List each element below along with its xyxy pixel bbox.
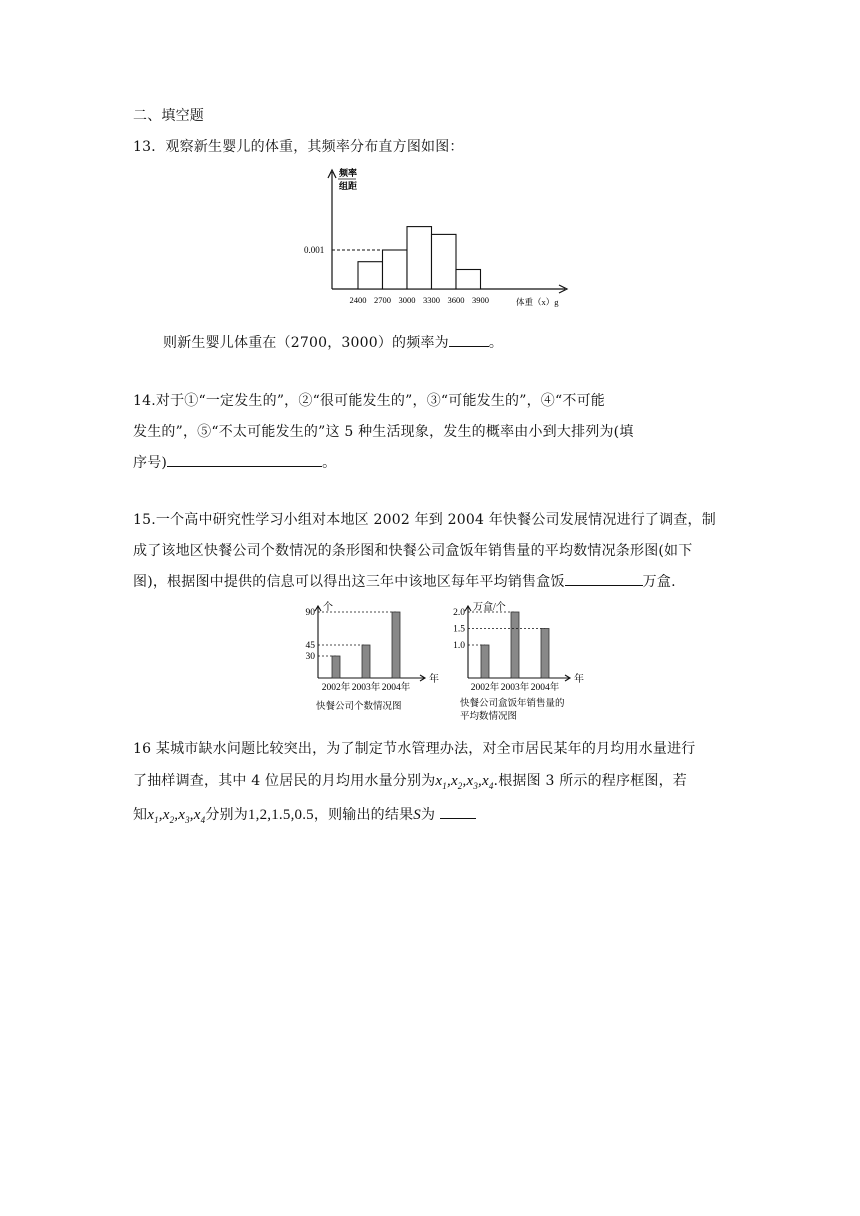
histogram-bar — [432, 234, 457, 289]
section-heading: 二、填空题 — [133, 108, 204, 124]
y-tick-label: 2.0 — [453, 608, 465, 618]
histogram-chart — [290, 160, 580, 320]
histogram-bar — [358, 262, 383, 289]
bar — [481, 645, 489, 678]
variable-subscript: 2 — [457, 781, 463, 791]
question-16-line1: 16 某城市缺水问题比较突出，为了制定节水管理办法，对全市居民某年的月均用水量进行 — [133, 741, 696, 757]
variable-subscript: 4 — [200, 815, 206, 825]
question-13-end: 。 — [488, 335, 504, 351]
bar — [332, 656, 340, 678]
question-16-line3-mid: 分别为 — [205, 807, 248, 823]
x-tick-label: 2002年 — [321, 683, 351, 693]
company-count-chart — [280, 598, 440, 718]
question-16-values: 1,2,1.5,0.5 — [247, 807, 314, 823]
variable-x: x — [435, 773, 443, 789]
question-16-line2: 了抽样调查，其中 4 位居民的月均用水量分别为$x_1,x_2,x_3,x_4$.根据图 3 所示的程序框图，若 — [133, 773, 687, 791]
question-16-line2-end: 根据图 3 所示的程序框图，若 — [498, 773, 687, 789]
question-15-line3-start: 图)，根据图中提供的信息可以得出这三年中该地区每年平均销售盒饭 — [133, 574, 565, 590]
x-tick-label: 3600 — [447, 295, 465, 305]
question-15-line1: 15.一个高中研究性学习小组对本地区 2002 年到 2004 年快餐公司发展情况进行了调查，制 — [133, 512, 716, 528]
x-tick-label: 2004年 — [381, 683, 411, 693]
variable-x: x — [450, 773, 458, 789]
variables-x1-x4-again: $x_1,x_2,x_3,x_4$ — [147, 807, 206, 825]
variable-x: x — [466, 773, 474, 789]
question-13-text: 13．观察新生婴儿的体重，其频率分布直方图如图： — [133, 139, 464, 155]
question-14-line2: 发生的”，⑤“不太可能发生的”这 5 种生活现象，发生的概率由小到大排列为(填 — [133, 424, 634, 440]
bar — [541, 629, 549, 679]
variable-x: x — [193, 807, 201, 823]
x-axis-label: 体重（x）g — [516, 297, 559, 307]
question-13-prompt — [163, 332, 503, 352]
answer-blank-14[interactable] — [167, 452, 322, 467]
x-tick-label: 2004年 — [530, 683, 560, 693]
x-tick-label: 3300 — [423, 295, 440, 305]
x-tick-label: 2700 — [374, 295, 391, 305]
chart-caption: 快餐公司个数情况图 — [316, 702, 402, 712]
bar — [392, 612, 400, 678]
answer-blank-16[interactable] — [440, 804, 476, 819]
y-tick-label: 30 — [305, 652, 315, 662]
question-16-line3-output: ，则输出的结果 — [313, 807, 414, 823]
bar — [362, 645, 370, 678]
lunchbox-sales-chart — [440, 598, 600, 722]
question-16-line2-start: 了抽样调查，其中 4 位居民的月均用水量分别为 — [133, 773, 436, 789]
question-15-line2: 成了该地区快餐公司个数情况的条形图和快餐公司盒饭年销售量的平均数情况条形图(如下 — [133, 543, 693, 559]
output-variable-s: S — [413, 807, 421, 823]
variable-subscript: 4 — [488, 781, 494, 791]
bar — [511, 612, 519, 678]
question-13-question: 则新生婴儿体重在（2700，3000）的频率为 — [163, 335, 449, 351]
answer-blank-13[interactable] — [449, 332, 489, 347]
question-16-line3-start: 知 — [133, 807, 148, 823]
question-15-line3-end: 万盒. — [642, 574, 676, 590]
y-tick-label: 0.001 — [304, 245, 325, 255]
x-tick-label: 2003年 — [500, 683, 530, 693]
variable-subscript: 1 — [154, 815, 159, 825]
question-16-line3-end: 为 — [420, 807, 436, 823]
x-tick-label: 2400 — [349, 295, 367, 305]
variable-x: x — [147, 807, 155, 823]
y-tick-label: 1.0 — [453, 641, 465, 651]
answer-blank-15[interactable] — [565, 571, 643, 586]
variables-x1-x4: $x_1,x_2,x_3,x_4$ — [435, 773, 494, 791]
histogram-bar — [407, 227, 432, 289]
variable-subscript: 3 — [473, 781, 479, 791]
histogram-bar — [456, 270, 481, 290]
x-tick-label: 2003年 — [351, 683, 381, 693]
variable-subscript: 1 — [442, 781, 447, 791]
y-axis-label: 个 — [323, 602, 333, 613]
y-tick-label: 1.5 — [453, 624, 465, 635]
variable-x: x — [162, 807, 170, 823]
x-axis-label: 年 — [574, 674, 584, 685]
y-tick-label: 45 — [305, 641, 315, 651]
variable-x: x — [178, 807, 186, 823]
chart-caption-line1: 快餐公司盒饭年销售量的 — [460, 699, 565, 709]
question-14-line3-start: 序号) — [133, 455, 168, 471]
chart-caption-line2: 平均数情况图 — [460, 712, 518, 722]
histogram-bar — [383, 250, 408, 289]
x-axis-label: 年 — [429, 674, 439, 685]
variable-x: x — [481, 773, 489, 789]
x-tick-label: 3000 — [398, 295, 416, 305]
variable-subscript: 2 — [169, 815, 175, 825]
question-16-line3 — [133, 804, 476, 825]
variable-subscript: 3 — [185, 815, 190, 825]
question-14-line3 — [133, 452, 336, 472]
y-tick-label: 90 — [305, 608, 315, 618]
y-axis-label: 万盒/个 — [473, 602, 506, 613]
y-label-top: 频率 — [339, 168, 358, 178]
question-14-line1: 14.对于①“一定发生的”，②“很可能发生的”，③“可能发生的”，④“不可能 — [133, 393, 605, 409]
x-tick-label: 2002年 — [470, 683, 500, 693]
x-tick-label: 3900 — [472, 295, 489, 305]
question-15-line3 — [133, 571, 676, 591]
question-14-line3-end: 。 — [322, 455, 337, 471]
y-label-bottom: 组距 — [339, 181, 358, 191]
